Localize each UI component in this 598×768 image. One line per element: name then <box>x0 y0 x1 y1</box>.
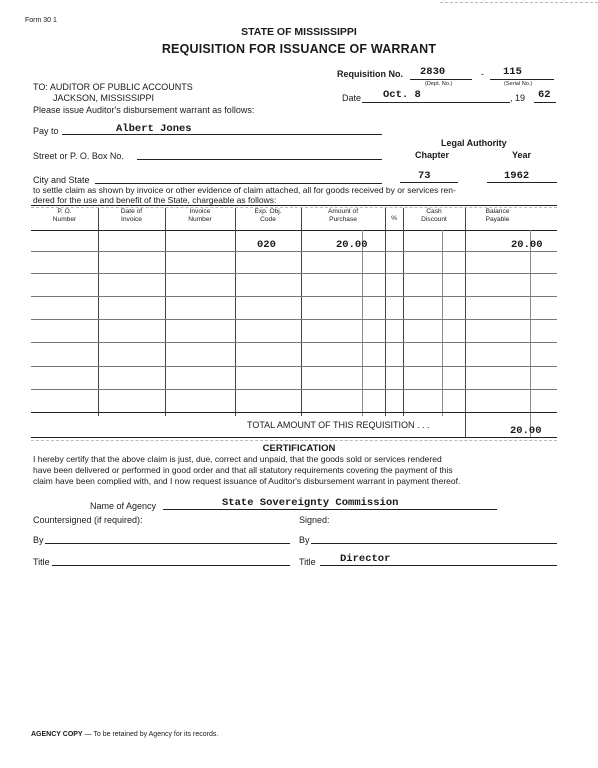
city-underline <box>95 183 382 184</box>
city-label: City and State <box>33 175 90 185</box>
col-header-balance: Balance Payable <box>485 208 510 223</box>
row1-balance: 20.00 <box>511 239 543 251</box>
year-underline <box>534 102 556 103</box>
footer-copy-text: — To be retained by Agency for its records. <box>84 731 219 738</box>
col-header-invoice: Invoice Number <box>188 208 212 223</box>
year-label: Year <box>512 150 532 160</box>
title-label-right: Title <box>299 557 316 567</box>
req-dash: - <box>481 69 484 79</box>
col-header-exp: Exp. Obj. Code <box>254 208 282 223</box>
year-prefix: , 19 <box>510 93 526 103</box>
col-header-po: P. O. Number <box>52 208 77 223</box>
chapter-underline <box>400 182 458 183</box>
agency-value: State Sovereignty Commission <box>222 497 399 509</box>
pay-to-underline <box>62 134 382 135</box>
col-header-cash: Cash Discount <box>421 208 447 223</box>
total-label: TOTAL AMOUNT OF THIS REQUISITION . . . <box>247 420 430 430</box>
certification-line1: I hereby certify that the above claim is just, due, correct and unpaid, that the goods sold or services rendered <box>33 454 442 464</box>
certification-line3: claim have been complied with, and I now request issuance of Auditor's disbursement warrant in payment thereof. <box>33 476 461 486</box>
state-heading: STATE OF MISSISSIPPI <box>241 26 357 38</box>
row1-amount: 20.00 <box>336 239 368 251</box>
col-header-date: Date of Invoice <box>120 208 143 223</box>
form-number: Form 30 1 <box>25 17 57 24</box>
date-value: Oct. 8 <box>383 89 421 101</box>
dept-number: 2830 <box>420 66 446 78</box>
by-label-left: By <box>33 535 44 545</box>
form-title: REQUISITION FOR ISSUANCE OF WARRANT <box>161 42 437 56</box>
col-header-pct: % <box>391 215 397 222</box>
legal-authority-label: Legal Authority <box>441 138 507 148</box>
pay-to-value: Albert Jones <box>116 123 192 135</box>
serial-underline <box>490 79 554 80</box>
year-value: 1962 <box>504 170 530 182</box>
date-underline <box>362 102 510 103</box>
chapter-value: 73 <box>418 170 431 182</box>
title-label-left: Title <box>33 557 50 567</box>
by-label-right: By <box>299 535 310 545</box>
legal-year-underline <box>487 182 557 183</box>
title-left-underline <box>52 565 290 566</box>
edge-marks <box>440 2 598 3</box>
settle-text-line1: to settle claim as shown by invoice or other evidence of claim attached, all for goods received by or services ren- <box>33 185 456 195</box>
chapter-label: Chapter <box>415 150 450 160</box>
addressee-line2: JACKSON, MISSISSIPPI <box>53 93 155 103</box>
addressee-line1: TO: AUDITOR OF PUBLIC ACCOUNTS <box>33 82 193 92</box>
year-suffix: 62 <box>538 89 551 101</box>
dept-underline <box>410 79 472 80</box>
countersigned-label: Countersigned (if required): <box>33 515 143 525</box>
by-left-underline <box>45 543 290 544</box>
serial-caption: (Serial No.) <box>504 81 533 87</box>
title-right-underline <box>320 565 557 566</box>
footer-copy <box>31 731 218 738</box>
row1-exp-code: 020 <box>257 239 276 251</box>
requisition-label: Requisition No. <box>337 69 403 79</box>
agency-underline <box>163 509 497 510</box>
instruction-text: Please issue Auditor's disbursement warrant as follows: <box>33 105 255 115</box>
footer-copy-label: AGENCY COPY <box>31 731 83 738</box>
certification-line2: have been delivered or performed in good order and that all statutory requirements covering the payment of this <box>33 465 453 475</box>
street-label: Street or P. O. Box No. <box>33 151 124 161</box>
settle-text-line2: dered for the use and benefit of the State, chargeable as follows: <box>33 195 277 205</box>
signed-label: Signed: <box>299 515 330 525</box>
col-header-amount: Amount of Purchase <box>327 208 359 223</box>
title-value-right: Director <box>340 553 391 565</box>
agency-label: Name of Agency <box>90 501 157 511</box>
serial-number: 115 <box>503 66 522 78</box>
by-right-underline <box>311 543 557 544</box>
dept-caption: (Dept. No.) <box>425 81 453 87</box>
street-underline <box>137 159 382 160</box>
pay-to-label: Pay to <box>33 126 59 136</box>
date-label: Date <box>342 93 362 103</box>
certification-title: CERTIFICATION <box>262 443 336 454</box>
total-value: 20.00 <box>510 425 542 437</box>
